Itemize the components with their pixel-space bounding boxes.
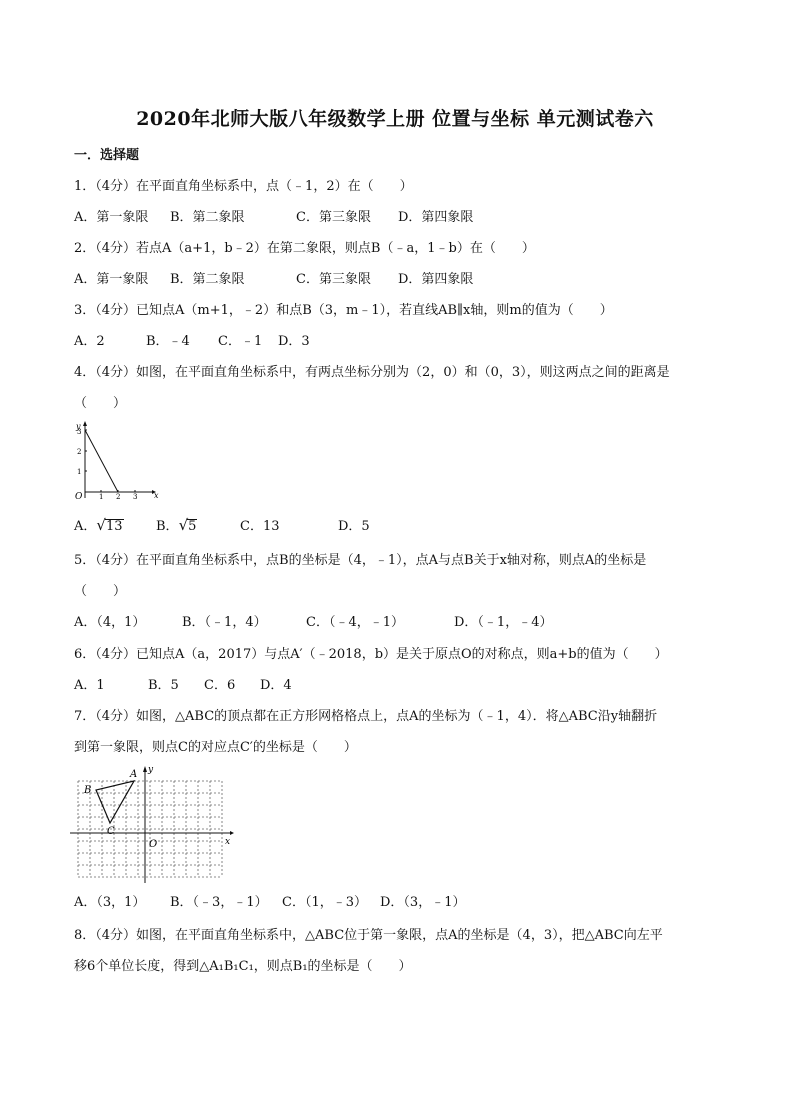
q5-option-a: A．（4，1）	[74, 615, 146, 630]
q6-option-c: C．6	[204, 678, 236, 693]
q7-origin-label: O	[149, 839, 158, 850]
q7-point-c-label: C	[107, 826, 115, 837]
q3-option-a: A．2	[74, 334, 105, 349]
q4-x-tick-label-3: 3	[133, 493, 138, 501]
q1-option-b: B．第二象限	[170, 210, 245, 225]
page-title: 2020年北师大版八年级数学上册 位置与坐标 单元测试卷六	[136, 108, 654, 130]
q7-stem-line2: 到第一象限，则点C的对应点C′的坐标是（ ）	[74, 740, 357, 755]
q8-stem-line1: 8．（4分）如图，在平面直角坐标系中，△ABC位于第一象限，点A的坐标是（4，3），把△ABC向左平	[74, 928, 663, 943]
section-heading: 一．选择题	[74, 148, 140, 163]
q4-option-a: A．√13	[74, 516, 123, 534]
q3-stem: 3．（4分）已知点A（m+1，﹣2）和点B（3，m﹣1），若直线AB∥x轴，则m的值为（ ）	[74, 303, 613, 318]
q7-option-a: A．（3，1）	[74, 895, 146, 910]
q4-option-c: C．13	[240, 519, 280, 534]
q7-figure	[70, 763, 240, 889]
q4-figure	[70, 420, 160, 506]
q7-point-b-label: B	[84, 785, 92, 796]
q2-option-d: D．第四象限	[398, 272, 474, 287]
q5-option-d: D．（﹣1，﹣4）	[454, 615, 553, 630]
q6-option-d: D．4	[260, 678, 292, 693]
sqrt-icon: √	[178, 516, 189, 534]
q7-point-a-label: A	[130, 769, 138, 780]
q4-origin-label: O	[75, 492, 83, 502]
q5-stem-line1: 5．（4分）在平面直角坐标系中，点B的坐标是（4，﹣1），点A与点B关于x轴对称，则点A的坐标是	[74, 553, 647, 568]
q7-y-arrow-icon	[143, 766, 147, 772]
q7-x-label: x	[225, 837, 231, 847]
q4-y-arrow-icon	[83, 421, 87, 426]
q3-option-c: C．﹣1	[218, 334, 263, 349]
q7-stem-line1: 7．（4分）如图，△ABC的顶点都在正方形网格格点上，点A的坐标为（﹣1，4）．将△ABC沿y轴翻折	[74, 709, 658, 724]
q5-stem-line2: （ ）	[74, 584, 127, 599]
q7-x-arrow-icon	[230, 831, 234, 835]
q4-options	[74, 516, 370, 536]
q3-options	[74, 333, 310, 351]
q2-option-c: C．第三象限	[296, 272, 371, 287]
q6-option-a: A．1	[74, 678, 105, 693]
q1-option-d: D．第四象限	[398, 210, 474, 225]
q6-stem: 6．（4分）已知点A（a，2017）与点A′（﹣2018，b）是关于原点O的对称点，则a+b的值为（ ）	[74, 647, 668, 662]
q4-stem-line1: 4．（4分）如图，在平面直角坐标系中，有两点坐标分别为（2，0）和（0，3），则这两点之间的距离是	[74, 365, 670, 380]
q8-stem-line2: 移6个单位长度，得到△A₁B₁C₁，则点B₁的坐标是（ ）	[74, 959, 412, 974]
q1-option-c: C．第三象限	[296, 210, 371, 225]
q7-option-d: D．（3，﹣1）	[380, 895, 466, 910]
q5-options	[74, 614, 552, 632]
q2-stem: 2．（4分）若点A（a+1，b﹣2）在第二象限，则点B（﹣a，1﹣b）在（ ）	[74, 241, 535, 256]
q4-x-tick-label-1: 1	[99, 493, 104, 501]
q2-option-a: A．第一象限	[74, 272, 149, 287]
q3-option-b: B．﹣4	[146, 334, 190, 349]
q3-option-d: D．3	[278, 334, 310, 349]
q5-option-c: C．（﹣4，﹣1）	[306, 615, 404, 630]
q7-option-c: C．（1，﹣3）	[282, 895, 367, 910]
q2-options	[74, 271, 473, 289]
q1-options	[74, 209, 473, 227]
q7-y-label: y	[148, 765, 154, 775]
q4-y-tick-label-3: 3	[77, 428, 82, 436]
q7-options	[74, 894, 465, 912]
q1-stem: 1．（4分）在平面直角坐标系中，点（﹣1，2）在（ ）	[74, 179, 413, 194]
q4-option-d: D．5	[338, 519, 370, 534]
q7-grid	[78, 781, 222, 877]
q6-options	[74, 677, 292, 695]
q4-segment	[85, 430, 118, 492]
q6-option-b: B．5	[148, 678, 179, 693]
sqrt-icon: √	[96, 516, 106, 534]
q4-x-label: x	[154, 491, 159, 500]
q4-y-label: y	[76, 422, 81, 431]
q4-stem-line2: （ ）	[74, 396, 127, 411]
q4-x-tick-label-2: 2	[116, 493, 121, 501]
q2-option-b: B．第二象限	[170, 272, 245, 287]
q1-option-a: A．第一象限	[74, 210, 149, 225]
q4-y-tick-label-1: 1	[77, 468, 82, 476]
q7-option-b: B．（﹣3，﹣1）	[170, 895, 268, 910]
q5-option-b: B．（﹣1，4）	[182, 615, 267, 630]
q4-y-tick-label-2: 2	[77, 448, 82, 456]
q4-option-b: B．√5	[156, 516, 197, 534]
